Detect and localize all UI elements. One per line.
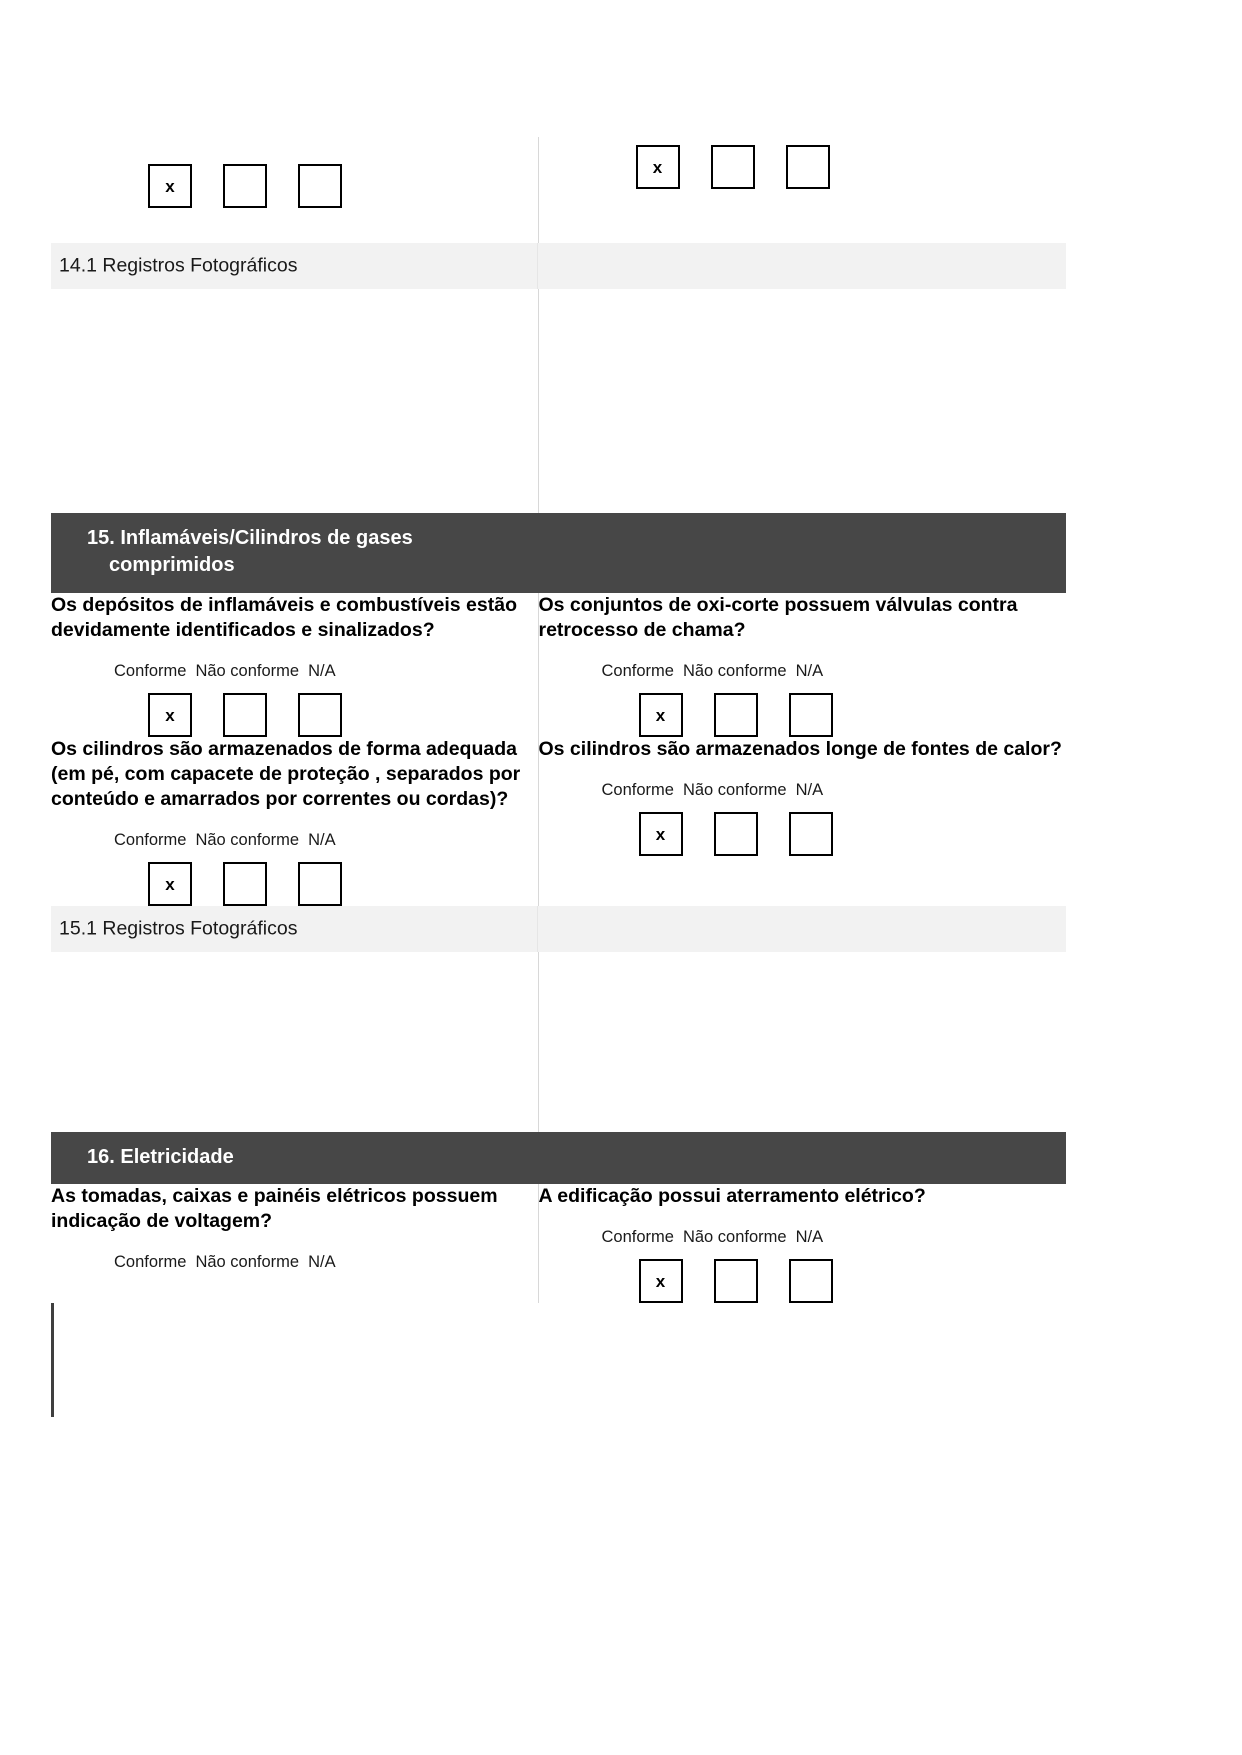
label-nao-conforme: Não conforme — [682, 1228, 787, 1246]
checkbox-group[interactable] — [51, 693, 538, 737]
question-text: Os cilindros são armazenados de forma adequada (em pé, com capacete de proteção , separados por conteúdo e amarrados por correntes ou cordas)? — [51, 738, 521, 810]
label-conforme: Conforme — [601, 1228, 674, 1246]
label-na: N/A — [308, 1253, 336, 1271]
section-header-16 — [51, 1132, 538, 1184]
section-header-cell-15 — [51, 513, 538, 593]
checkbox-conforme[interactable]: x — [636, 145, 680, 189]
section-header-16-spacer — [538, 1132, 1066, 1184]
section-header-15-spacer — [538, 513, 1066, 593]
answer-cell-continuation-left — [51, 137, 538, 243]
question-text: As tomadas, caixas e painéis elétricos possuem indicação de voltagem? — [51, 1185, 498, 1232]
question-text: Os depósitos de inflamáveis e combustíveis estão devidamente identificados e sinalizados? — [51, 594, 518, 641]
checkbox-group[interactable] — [148, 164, 342, 208]
question-cell-15-3 — [51, 737, 538, 906]
label-na: N/A — [795, 1228, 824, 1246]
label-nao-conforme: Não conforme — [195, 662, 300, 680]
inspection-checklist-table — [51, 137, 1066, 1303]
question-cell-16-1 — [51, 1184, 538, 1303]
answer-block — [51, 661, 538, 737]
answer-labels — [51, 1252, 538, 1272]
section-title-line2: comprimidos — [109, 554, 235, 576]
photo-area-15-1-left[interactable] — [51, 952, 538, 1132]
checkbox-nao-conforme[interactable] — [223, 862, 267, 906]
table-row — [51, 1132, 1066, 1184]
photo-band-15-1 — [51, 906, 538, 952]
question-text: Os conjuntos de oxi-corte possuem válvulas contra retrocesso de chama? — [538, 594, 1018, 641]
label-conforme: Conforme — [114, 662, 187, 680]
checkbox-na[interactable] — [789, 693, 833, 737]
checkbox-conforme[interactable]: x — [639, 1259, 683, 1303]
label-nao-conforme: Não conforme — [195, 831, 300, 849]
table-row — [51, 137, 1066, 243]
checkbox-conforme[interactable]: x — [639, 812, 683, 856]
photo-area-14-1-left[interactable] — [51, 289, 538, 513]
photo-area-15-1-right[interactable] — [538, 952, 1066, 1132]
question-cell-15-4 — [538, 737, 1066, 906]
question-cell-15-1 — [51, 593, 538, 737]
question-text: Os cilindros são armazenados longe de fontes de calor? — [538, 738, 1062, 760]
label-conforme: Conforme — [601, 662, 674, 680]
checkbox-na[interactable] — [298, 164, 342, 208]
checkbox-na[interactable] — [789, 1259, 833, 1303]
checkbox-na[interactable] — [298, 862, 342, 906]
answer-block — [51, 830, 538, 906]
answer-cell-continuation-right — [538, 137, 1066, 243]
checkbox-na[interactable] — [786, 145, 830, 189]
photo-band-label: 14.1 Registros Fotográficos — [59, 254, 298, 277]
answer-labels — [539, 661, 1067, 681]
checkbox-group[interactable] — [539, 1259, 1067, 1303]
checkbox-nao-conforme[interactable] — [714, 693, 758, 737]
label-conforme: Conforme — [601, 781, 674, 799]
question-cell-16-2 — [538, 1184, 1066, 1303]
table-row — [51, 737, 1066, 906]
label-conforme: Conforme — [114, 1253, 187, 1271]
checkbox-nao-conforme[interactable] — [223, 693, 267, 737]
label-nao-conforme: Não conforme — [195, 1253, 300, 1271]
section-title-line1: 15. Inflamáveis/Cilindros de gases — [87, 527, 413, 549]
checkbox-nao-conforme[interactable] — [714, 812, 758, 856]
checkbox-nao-conforme[interactable] — [714, 1259, 758, 1303]
table-row — [51, 1184, 1066, 1303]
photo-area-14-1-right[interactable] — [538, 289, 1066, 513]
answer-block — [51, 1252, 538, 1272]
label-nao-conforme: Não conforme — [682, 662, 787, 680]
photo-band-15-1-right — [538, 906, 1066, 952]
checkbox-conforme[interactable]: x — [148, 693, 192, 737]
section-title-line1: 16. Eletricidade — [87, 1146, 234, 1168]
section-header-cell-16 — [51, 1132, 538, 1184]
checkbox-na[interactable] — [789, 812, 833, 856]
answer-labels — [539, 780, 1067, 800]
label-na: N/A — [795, 662, 824, 680]
table-row — [51, 289, 1066, 513]
table-row — [51, 243, 1066, 289]
answer-block — [539, 661, 1067, 737]
checkbox-group[interactable] — [636, 145, 830, 189]
question-text: A edificação possui aterramento elétrico? — [538, 1185, 926, 1207]
answer-labels — [51, 830, 538, 850]
label-na: N/A — [308, 831, 336, 849]
photo-band-14-1 — [51, 243, 538, 289]
answer-block — [539, 780, 1067, 856]
photo-band-label: 15.1 Registros Fotográficos — [59, 917, 298, 940]
photo-band-14-1-right — [538, 243, 1066, 289]
table-row — [51, 593, 1066, 737]
answer-labels — [51, 661, 538, 681]
checkbox-nao-conforme[interactable] — [711, 145, 755, 189]
checkbox-conforme[interactable]: x — [148, 862, 192, 906]
label-na: N/A — [795, 781, 824, 799]
question-cell-15-2 — [538, 593, 1066, 737]
label-nao-conforme: Não conforme — [682, 781, 787, 799]
answer-block — [539, 1227, 1067, 1303]
section-header-15 — [51, 513, 538, 593]
table-row — [51, 906, 1066, 952]
answer-labels — [539, 1227, 1067, 1247]
label-conforme: Conforme — [114, 831, 187, 849]
checkbox-conforme[interactable]: x — [148, 164, 192, 208]
checkbox-conforme[interactable]: x — [639, 693, 683, 737]
checkbox-na[interactable] — [298, 693, 342, 737]
table-row — [51, 513, 1066, 593]
checkbox-group[interactable] — [539, 812, 1067, 856]
checkbox-group[interactable] — [51, 862, 538, 906]
checkbox-nao-conforme[interactable] — [223, 164, 267, 208]
checkbox-group[interactable] — [539, 693, 1067, 737]
table-row — [51, 952, 1066, 1132]
label-na: N/A — [308, 662, 336, 680]
